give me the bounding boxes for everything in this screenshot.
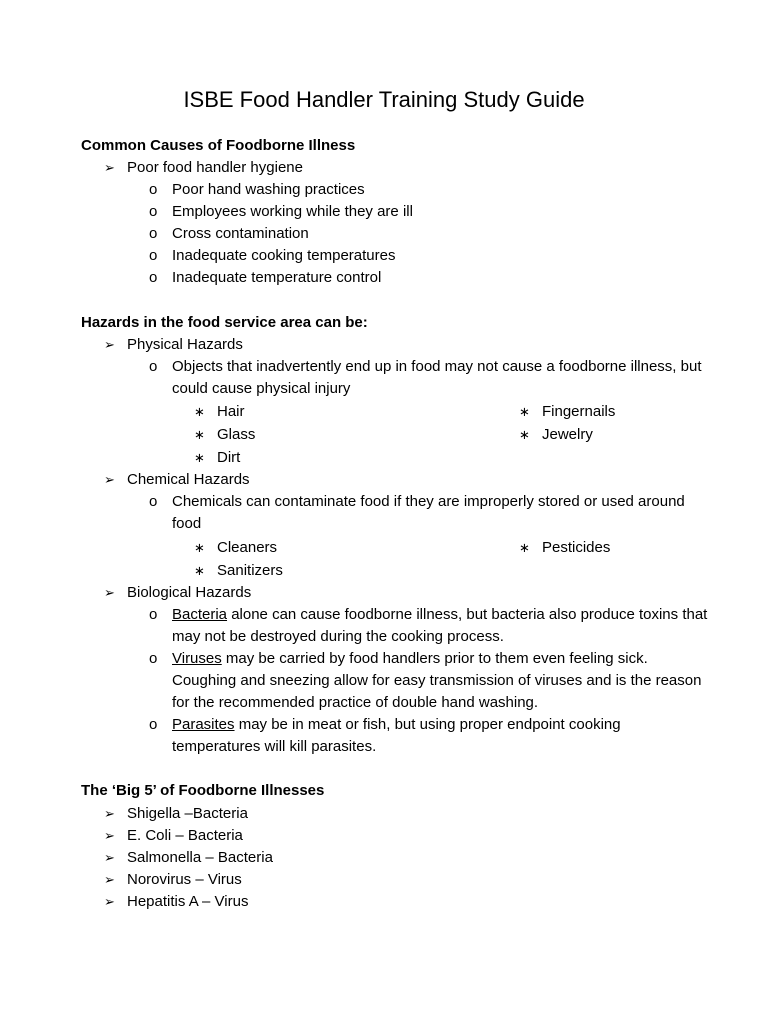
document-page: ISBE Food Handler Training Study Guide Common Causes of Foodborne Illness ➢ Poor food handler hygiene o Poor hand washing practices o Employees working while they are ill o Cross contamination o Inadequate cooking temperatures o Inadequate temperature control Hazards in the food service area can be: ➢ Physical Hazards o Objects that inadvertently end up in food may not cause a foodborne illness, but could cause physical injury ∗ Hair ∗ Glass ∗ Dirt ∗ Fingernails ∗ Jewelry ➢ Chemical Hazards o Chemicals can contaminate food if they are improperly stored or used around food ∗ Cleaners ∗ Sanitizers ∗ Pesticides ➢ Biological Hazards o Bacteria alone can cause foodborne illness, but bacteria also produce toxins that may not be destroyed during the cooking process. o Viruses may be carried by food handlers prior to them even feeling sick. Coughing and sneezing allow for easy transmission of viruses and is the reason for the recommended practice of double hand washing. o Parasites may be in meat or fish, but using proper endpoint cooking temperatures will kill parasites. The ‘Big 5’ of Foodborne Illnesses ➢ Shigella –Bacteria ➢ E. Coli – Bacteria ➢ Salmonella – Bacteria ➢ Norovirus – Virus ➢ Hepatitis A – Virus	[0, 0, 768, 1024]
arrow-bullet-icon: ➢	[104, 828, 115, 843]
circle-bullet-icon: o	[149, 493, 158, 510]
sub-list-item: o Objects that inadvertently end up in food may not cause a foodborne illness, but could cause physical injury	[149, 358, 702, 397]
arrow-bullet-icon: ➢	[104, 337, 115, 352]
sub-list-item: o Poor hand washing practices	[149, 179, 709, 201]
sub-list-item: o Cross contamination	[149, 223, 709, 245]
circle-bullet-icon: o	[149, 269, 158, 286]
circle-bullet-icon: o	[149, 606, 158, 623]
circle-bullet-icon: o	[149, 650, 158, 667]
term-bacteria: Bacteria	[172, 606, 228, 623]
circle-bullet-icon: o	[149, 181, 158, 198]
section-heading-causes: Common Causes of Foodborne Illness	[81, 137, 356, 154]
asterisk-bullet-icon: ∗	[194, 450, 205, 465]
sub-list-item: o Viruses may be carried by food handlers prior to them even feeling sick. Coughing and sneezing allow for easy transmission of viruses and is the reason for the recommended practice of double hand washing.	[149, 650, 702, 711]
section-heading-big5: The ‘Big 5’ of Foodborne Illnesses	[81, 782, 325, 799]
asterisk-bullet-icon: ∗	[519, 404, 530, 419]
arrow-bullet-icon: ➢	[104, 472, 115, 487]
circle-bullet-icon: o	[149, 247, 158, 264]
arrow-bullet-icon: ➢	[104, 850, 115, 865]
arrow-bullet-icon: ➢	[104, 806, 115, 821]
asterisk-bullet-icon: ∗	[194, 404, 205, 419]
asterisk-bullet-icon: ∗	[194, 540, 205, 555]
asterisk-bullet-icon: ∗	[519, 540, 530, 555]
asterisk-bullet-icon: ∗	[194, 427, 205, 442]
term-viruses: Viruses	[172, 650, 222, 667]
section-heading-hazards: Hazards in the food service area can be:	[81, 314, 368, 331]
sub-list-item: o Inadequate cooking temperatures	[149, 245, 709, 267]
arrow-bullet-icon: ➢	[104, 160, 115, 175]
circle-bullet-icon: o	[149, 203, 158, 220]
term-parasites: Parasites	[172, 716, 235, 733]
asterisk-bullet-icon: ∗	[519, 427, 530, 442]
arrow-bullet-icon: ➢	[104, 585, 115, 600]
sub-list-item: o Chemicals can contaminate food if they are improperly stored or used around food	[149, 493, 685, 532]
circle-bullet-icon: o	[149, 716, 158, 733]
asterisk-bullet-icon: ∗	[194, 563, 205, 578]
arrow-bullet-icon: ➢	[104, 872, 115, 887]
circle-bullet-icon: o	[149, 358, 158, 375]
circle-bullet-icon: o	[149, 225, 158, 242]
sub-list-item: o Parasites may be in meat or fish, but using proper endpoint cooking temperatures will kill parasites.	[149, 716, 621, 755]
sub-list-item: o Inadequate temperature control	[149, 267, 709, 289]
arrow-bullet-icon: ➢	[104, 894, 115, 909]
sub-list-item: o Bacteria alone can cause foodborne illness, but bacteria also produce toxins that may not be destroyed during the cooking process.	[149, 606, 708, 645]
sub-list-item: o Employees working while they are ill	[149, 201, 709, 223]
page-title: ISBE Food Handler Training Study Guide	[183, 87, 585, 112]
